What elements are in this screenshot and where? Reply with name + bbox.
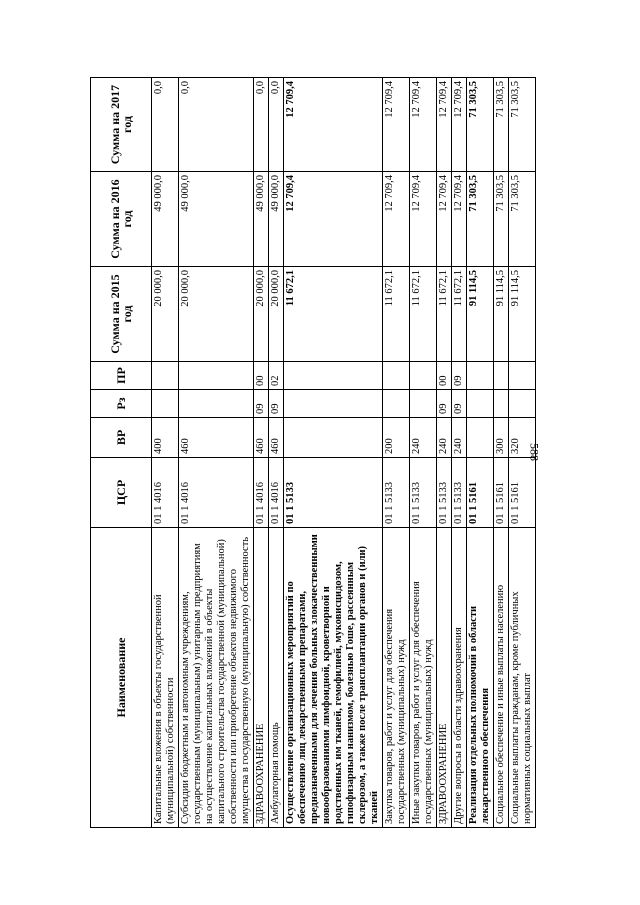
cell-sum-2015: 20 000,0 [269, 267, 284, 362]
cell-sum-2015: 11 672,1 [410, 267, 437, 362]
header-sum-2017: Сумма на 2017 год [91, 78, 152, 172]
cell-sum-2015: 91 114,5 [494, 267, 509, 362]
cell-sum-2016: 49 000,0 [152, 172, 179, 267]
table-header-row [91, 78, 152, 828]
table-row [152, 78, 179, 828]
cell-sum-2017: 71 303,5 [509, 78, 536, 172]
cell-sum-2016: 12 709,4 [410, 172, 437, 267]
cell-name: Социальное обеспечение и иные выплаты населению [494, 528, 509, 828]
cell-sum-2016: 12 709,4 [437, 172, 452, 267]
cell-sum-2016: 71 303,5 [494, 172, 509, 267]
cell-rz: 09 [269, 390, 284, 418]
cell-pr [179, 362, 254, 390]
cell-sum-2015: 20 000,0 [254, 267, 269, 362]
budget-table [90, 77, 536, 828]
cell-csr: 01 1 4016 [269, 458, 284, 528]
cell-rz: 09 [437, 390, 452, 418]
cell-vr: 460 [254, 418, 269, 458]
cell-vr: 240 [410, 418, 437, 458]
cell-name: Другие вопросы в области здравоохранения [452, 528, 467, 828]
cell-vr: 460 [269, 418, 284, 458]
cell-csr: 01 1 5161 [509, 458, 536, 528]
cell-name: Субсидии бюджетным и автономным учреждениям, государственным (муниципальным) унитарным предприятиям на осуществление капитальных вложений в объекты капитального строительства государственной (муниципальной) собственности или приобретение объектов недвижимого имущества в государственную (муниципальную) собственность [179, 528, 254, 828]
cell-rz [152, 390, 179, 418]
table-body [152, 78, 536, 828]
cell-csr: 01 1 4016 [179, 458, 254, 528]
cell-csr: 01 1 5133 [410, 458, 437, 528]
table-row [509, 78, 536, 828]
cell-sum-2017: 71 303,5 [467, 78, 494, 172]
cell-rz [179, 390, 254, 418]
cell-vr [467, 418, 494, 458]
cell-sum-2017: 0,0 [254, 78, 269, 172]
cell-csr: 01 1 4016 [152, 458, 179, 528]
cell-sum-2016: 12 709,4 [284, 172, 383, 267]
table-row [437, 78, 452, 828]
cell-csr: 01 1 5133 [284, 458, 383, 528]
cell-csr: 01 1 5161 [494, 458, 509, 528]
cell-rz [494, 390, 509, 418]
cell-sum-2016: 71 303,5 [509, 172, 536, 267]
cell-vr: 200 [383, 418, 410, 458]
cell-name: Реализация отдельных полномочий в области лекарственного обеспечения [467, 528, 494, 828]
table-row [254, 78, 269, 828]
cell-pr [494, 362, 509, 390]
cell-name: Социальные выплаты гражданам, кроме публичных нормативных социальных выплат [509, 528, 536, 828]
cell-vr: 400 [152, 418, 179, 458]
cell-rz: 09 [452, 390, 467, 418]
cell-rz [284, 390, 383, 418]
cell-sum-2017: 12 709,4 [284, 78, 383, 172]
cell-pr [383, 362, 410, 390]
cell-sum-2015: 20 000,0 [152, 267, 179, 362]
cell-vr: 240 [437, 418, 452, 458]
header-pr: ПР [91, 362, 152, 390]
cell-sum-2015: 91 114,5 [467, 267, 494, 362]
cell-sum-2016: 49 000,0 [254, 172, 269, 267]
cell-pr [509, 362, 536, 390]
cell-sum-2017: 12 709,4 [452, 78, 467, 172]
table-row [467, 78, 494, 828]
cell-sum-2015: 91 114,5 [509, 267, 536, 362]
cell-name: Амбулаторная помощь [269, 528, 284, 828]
cell-sum-2017: 12 709,4 [437, 78, 452, 172]
cell-sum-2017: 12 709,4 [410, 78, 437, 172]
cell-rz [410, 390, 437, 418]
cell-sum-2015: 11 672,1 [383, 267, 410, 362]
cell-vr [284, 418, 383, 458]
cell-rz [509, 390, 536, 418]
table-row [284, 78, 383, 828]
cell-vr: 300 [494, 418, 509, 458]
cell-sum-2016: 12 709,4 [383, 172, 410, 267]
budget-table-container [90, 78, 535, 828]
cell-csr: 01 1 5133 [437, 458, 452, 528]
table-row [179, 78, 254, 828]
cell-pr [284, 362, 383, 390]
cell-sum-2016: 49 000,0 [269, 172, 284, 267]
cell-sum-2015: 11 672,1 [284, 267, 383, 362]
table-row [269, 78, 284, 828]
table-row [452, 78, 467, 828]
cell-sum-2016: 49 000,0 [179, 172, 254, 267]
cell-sum-2015: 20 000,0 [179, 267, 254, 362]
cell-name: ЗДРАВООХРАНЕНИЕ [254, 528, 269, 828]
cell-vr: 240 [452, 418, 467, 458]
cell-pr: 09 [452, 362, 467, 390]
cell-rz [383, 390, 410, 418]
cell-pr: 00 [437, 362, 452, 390]
cell-sum-2017: 0,0 [179, 78, 254, 172]
cell-rz: 09 [254, 390, 269, 418]
cell-rz [467, 390, 494, 418]
header-sum-2015: Сумма на 2015 год [91, 267, 152, 362]
header-vr: ВР [91, 418, 152, 458]
cell-pr [152, 362, 179, 390]
cell-csr: 01 1 4016 [254, 458, 269, 528]
table-row [494, 78, 509, 828]
cell-vr: 460 [179, 418, 254, 458]
cell-sum-2017: 71 303,5 [494, 78, 509, 172]
cell-csr: 01 1 5133 [383, 458, 410, 528]
cell-pr [410, 362, 437, 390]
cell-csr: 01 1 5133 [452, 458, 467, 528]
page-number: 588 [527, 443, 542, 461]
cell-sum-2015: 11 672,1 [437, 267, 452, 362]
header-sum-2016: Сумма на 2016 год [91, 172, 152, 267]
cell-sum-2015: 11 672,1 [452, 267, 467, 362]
table-row [383, 78, 410, 828]
cell-sum-2016: 71 303,5 [467, 172, 494, 267]
cell-name: Иные закупки товаров, работ и услуг для обеспечения государственных (муниципальных) нужд [410, 528, 437, 828]
cell-pr [467, 362, 494, 390]
cell-sum-2017: 12 709,4 [383, 78, 410, 172]
cell-pr: 02 [269, 362, 284, 390]
cell-sum-2017: 0,0 [152, 78, 179, 172]
cell-vr: 320 [509, 418, 536, 458]
cell-pr: 00 [254, 362, 269, 390]
header-name: Наименование [91, 528, 152, 828]
table-row [410, 78, 437, 828]
cell-name: Капитальные вложения в объекты государственной (муниципальной) собственности [152, 528, 179, 828]
cell-name: Осуществление организационных мероприятий по обеспечению лиц лекарственными препаратами, предназначенными для лечения больных злокачественными новообразованиями лимфоидной, кроветворной и родственных им тканей, гемофилией, муковисцидозом, гипофизарным нанизмом, болезнью Гоше, рассеянным склерозом, а также после трансплантации органов и (или) тканей [284, 528, 383, 828]
cell-csr: 01 1 5161 [467, 458, 494, 528]
cell-sum-2017: 0,0 [269, 78, 284, 172]
header-csr: ЦСР [91, 458, 152, 528]
cell-sum-2016: 12 709,4 [452, 172, 467, 267]
cell-name: ЗДРАВООХРАНЕНИЕ [437, 528, 452, 828]
cell-name: Закупка товаров, работ и услуг для обеспечения государственных (муниципальных) нужд [383, 528, 410, 828]
header-rz: Рз [91, 390, 152, 418]
